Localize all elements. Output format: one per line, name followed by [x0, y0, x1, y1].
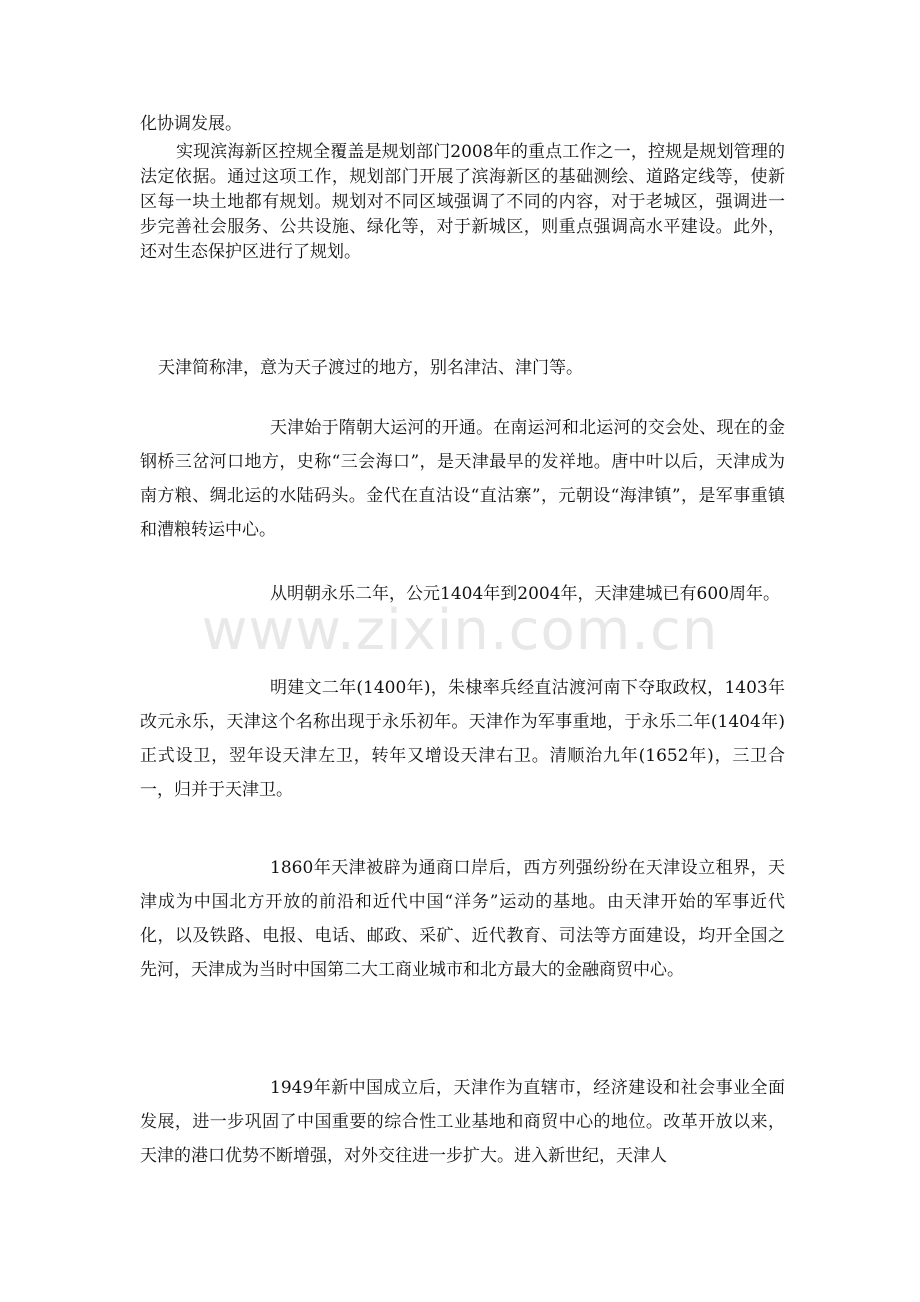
paragraph-tianjin-name: 天津简称津，意为天子渡过的地方，别名津沽、津门等。 — [158, 358, 583, 378]
paragraph-continuation: 化协调发展。 — [140, 114, 242, 134]
paragraph-new-china: 1949年新中国成立后，天津作为直辖市，经济建设和社会事业全面发展，进一步巩固了中国重要的综合性工业基地和商贸中心的地位。改革开放以来，天津的港口优势不断增强，对外交往进一步扩大。进入新世纪，天津人 — [140, 1078, 785, 1166]
paragraph-treaty-port: 1860年天津被辟为通商口岸后，西方列强纷纷在天津设立租界，天津成为中国北方开放的前沿和近代中国“洋务”运动的基地。由天津开始的军事近代化，以及铁路、电报、电话、邮政、采矿、近代教育、司法等方面建设，均开全国之先河，天津成为当时中国第二大工商业城市和北方最大的金融商贸中心。 — [140, 858, 785, 980]
paragraph-600-years: 从明朝永乐二年，公元1404年到2004年，天津建城已有600周年。 — [270, 584, 780, 604]
paragraph-ming-dynasty: 明建文二年(1400年)，朱棣率兵经直沽渡河南下夺取政权，1403年改元永乐，天津这个名称出现于永乐初年。天津作为军事重地，于永乐二年(1404年)正式设卫，翌年设天津左卫，转年又增设天津右卫。清顺治九年(1652年)，三卫合一，归并于天津卫。 — [140, 678, 785, 800]
paragraph-binhai-planning: 实现滨海新区控规全覆盖是规划部门2008年的重点工作之一，控规是规划管理的法定依据。通过这项工作，规划部门开展了滨海新区的基础测绘、道路定线等，使新区每一块土地都有规划。规划对不同区域强调了不同的内容，对于老城区，强调进一步完善社会服务、公共设施、绿化等，对于新城区，则重点强调高水平建设。此外，还对生态保护区进行了规划。 — [140, 142, 785, 262]
paragraph-tianjin-origin: 天津始于隋朝大运河的开通。在南运河和北运河的交会处、现在的金钢桥三岔河口地方，史称“三会海口”，是天津最早的发祥地。唐中叶以后，天津成为南方粮、绸北运的水陆码头。金代在直沽设“直沽寨”，元朝设“海津镇”，是军事重镇和漕粮转运中心。 — [140, 418, 785, 540]
watermark-text: www.zixin.com.cn — [201, 598, 719, 663]
